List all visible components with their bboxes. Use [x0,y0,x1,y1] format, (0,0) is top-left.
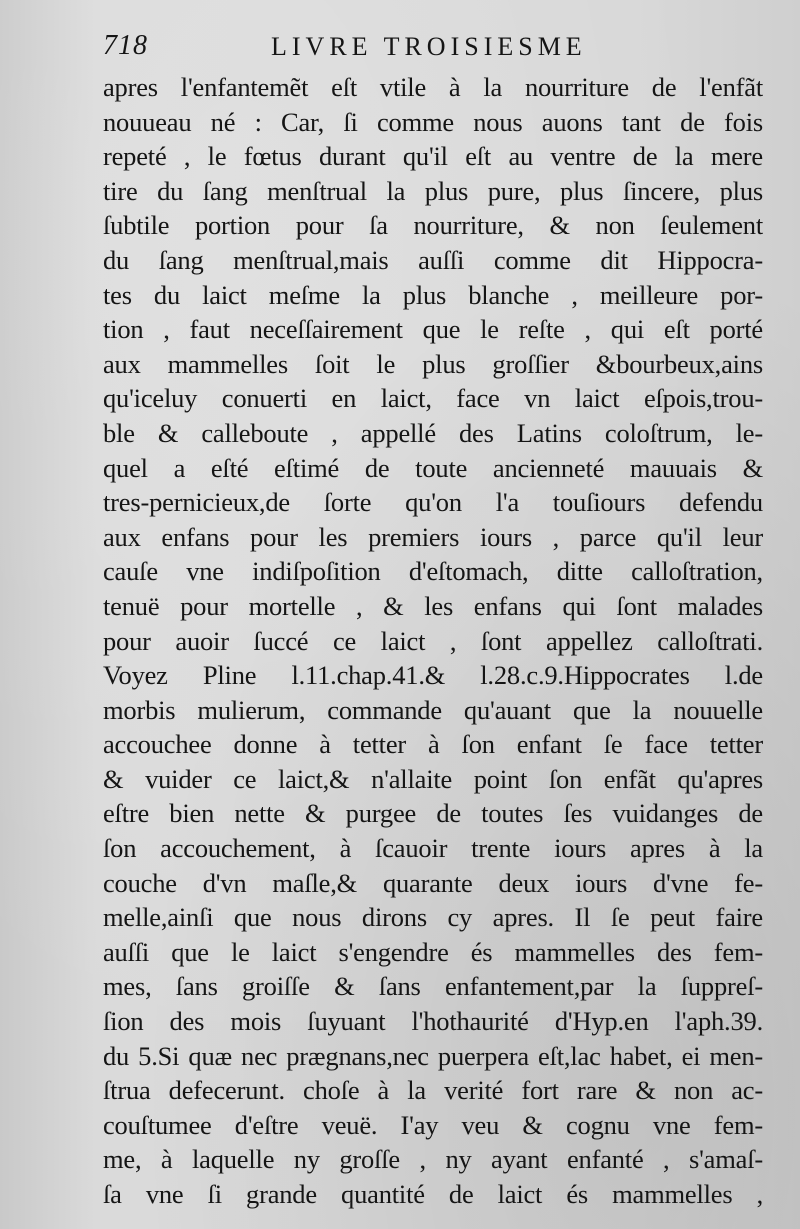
text-line: mes, ſans groiſſe & ſans enfantement,par la ſuppreſ- [103,971,763,1002]
text-line: auſſi que le laict s'engendre és mammelles des fem- [103,936,763,967]
text-line: accouchee donne à tetter à ſon enfant ſe face tetter [103,729,763,760]
text-line: qu'iceluy conuerti en laict, face vn laict eſpois,trou- [103,383,763,414]
text-line: & vuider ce laict,& n'allaite point ſon enfãt qu'apres [103,763,763,794]
text-line: ſa vne ſi grande quantité de laict és mammelles , [103,1179,763,1209]
text-line: ſion des mois ſuyuant l'hothaurité d'Hyp.en l'aph.39. [103,1006,763,1037]
text-line: ſon accouchement, à ſcauoir trente iours apres à la [103,833,763,864]
text-line: morbis mulierum, commande qu'auant que la nouuelle [103,694,763,725]
text-line: tes du laict meſme la plus blanche , meilleure por- [103,279,763,310]
text-line: tion , faut neceſſairement que le reſte , qui eſt porté [103,314,763,345]
text-line: couſtumee d'eſtre veuë. I'ay veu & cognu vne fem- [103,1109,763,1140]
text-line: melle,ainſi que nous dirons cy apres. Il ſe peut faire [103,902,763,933]
text-line: tenuë pour mortelle , & les enfans qui ſont malades [103,590,763,621]
text-line: me, à laquelle ny groſſe , ny ayant enfanté , s'amaſ- [103,1144,763,1175]
text-line: couche d'vn maſle,& quarante deux iours d'vne fe- [103,867,763,898]
text-line: ſubtile portion pour ſa nourriture, & non ſeulement [103,210,763,241]
text-line: nouueau né : Car, ſi comme nous auons tant de fois [103,106,763,137]
text-line: du 5.Si quæ nec prægnans,nec puerpera eſt,lac habet, ei men- [103,1040,763,1071]
text-line: aux enfans pour les premiers iours , parce qu'il leur [103,521,763,552]
body-text [103,70,763,1212]
page-header [103,30,763,68]
text-line: eſtre bien nette & purgee de toutes ſes vuidanges de [103,798,763,829]
text-line: repeté , le fœtus durant qu'il eſt au ventre de la mere [103,141,763,172]
text-line: Voyez Pline l.11.chap.41.& l.28.c.9.Hippocrates l.de [103,660,763,691]
text-line: ble & calleboute , appellé des Latins coloſtrum, le- [103,417,763,448]
text-line: tres-pernicieux,de ſorte qu'on l'a touſiours defendu [103,487,763,518]
text-line: cauſe vne indiſpoſition d'eſtomach, ditte calloſtration, [103,556,763,587]
running-title: LIVRE TROISIESME [271,32,587,61]
text-line: aux mammelles ſoit le plus groſſier &bourbeux,ains [103,348,763,379]
text-line: tire du ſang menſtrual la plus pure, plus ſincere, plus [103,175,763,206]
text-line: ſtrua defecerunt. choſe à la verité fort rare & non ac- [103,1075,763,1106]
text-line: apres l'enfantemẽt eſt vtile à la nourriture de l'enfãt [103,72,763,102]
text-line: du ſang menſtrual,mais auſſi comme dit Hippocra- [103,244,763,275]
page-number: 718 [103,30,148,61]
text-line: pour auoir ſuccé ce laict , ſont appellez calloſtrati. [103,625,763,656]
text-line: quel a eſté eſtimé de toute ancienneté mauuais & [103,452,763,483]
